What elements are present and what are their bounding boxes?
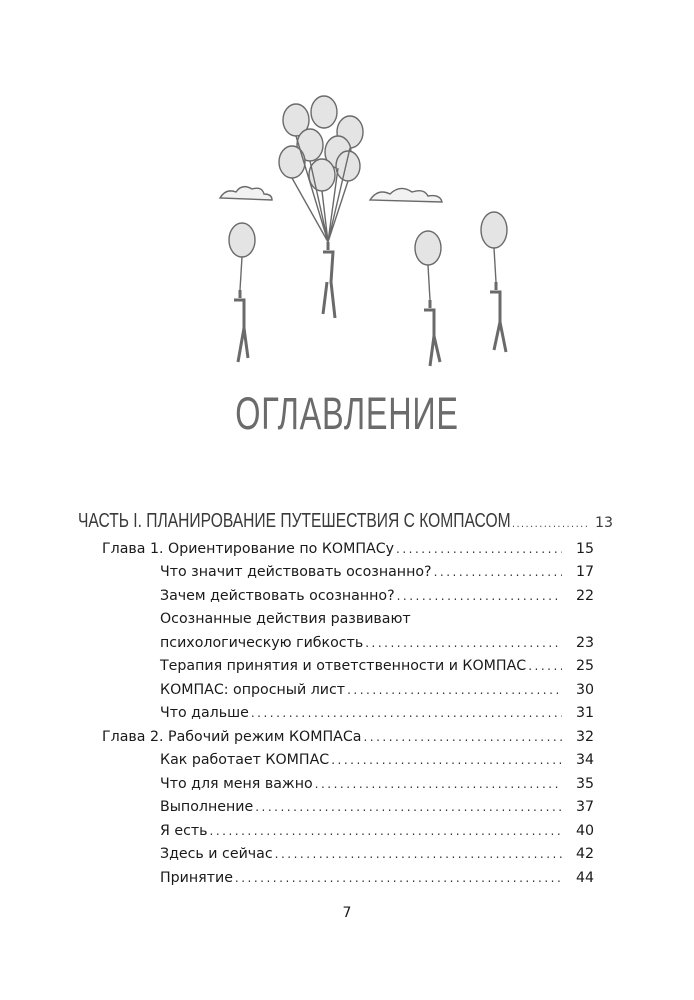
- toc-label: КОМПАС: опросный лист: [160, 681, 346, 698]
- toc-page: 37: [575, 799, 594, 815]
- toc-leader: [331, 749, 562, 773]
- toc-leader: [434, 561, 562, 585]
- toc-row[interactable]: [78, 867, 594, 891]
- toc-page: 44: [575, 869, 594, 886]
- toc-leader: [512, 512, 588, 536]
- toc-label: Что значит действовать осознанно?: [160, 564, 432, 580]
- table-of-contents: [78, 510, 614, 890]
- balloons-illustration: [200, 90, 530, 370]
- toc-label: Что дальше: [160, 705, 249, 721]
- toc-row[interactable]: [78, 820, 594, 844]
- cloud-left: [220, 187, 272, 200]
- toc-leader: [251, 702, 562, 726]
- toc-page: 31: [575, 705, 594, 721]
- toc-row[interactable]: [78, 585, 594, 609]
- toc-label: Что для меня важно: [160, 775, 313, 792]
- balloon-left: [229, 223, 255, 257]
- toc-label: Осознанные действия развивают: [160, 611, 411, 627]
- toc-leader: [235, 867, 562, 891]
- toc-leader: [275, 843, 562, 867]
- toc-part-page: 13: [595, 515, 614, 531]
- page-number: 7: [342, 905, 352, 921]
- toc-row[interactable]: [78, 843, 594, 867]
- toc-part[interactable]: [78, 510, 614, 536]
- toc-row[interactable]: [78, 796, 594, 820]
- person-left: [234, 290, 248, 362]
- toc-label: Выполнение: [160, 799, 254, 815]
- toc-page: 35: [575, 775, 594, 792]
- toc-label: Глава 1. Ориентирование по КОМПАСу: [102, 540, 395, 557]
- toc-row[interactable]: [78, 632, 594, 656]
- toc-page: 40: [575, 822, 594, 839]
- balloon-cluster: [279, 96, 363, 191]
- toc-page: 42: [575, 846, 594, 862]
- toc-row[interactable]: [78, 608, 594, 632]
- toc-page: 15: [575, 540, 594, 557]
- balloon-right-2: [481, 212, 507, 248]
- person-center: [323, 242, 335, 318]
- toc-row[interactable]: [78, 679, 594, 703]
- toc-label: Зачем действовать осознанно?: [160, 587, 395, 604]
- toc-row[interactable]: [78, 749, 594, 773]
- toc-label: Я есть: [160, 822, 208, 839]
- toc-leader: [528, 655, 562, 679]
- toc-page: 30: [575, 681, 594, 698]
- toc-row[interactable]: [78, 773, 594, 797]
- person-right-1: [424, 300, 440, 366]
- toc-leader: [397, 585, 562, 609]
- toc-row[interactable]: [78, 538, 594, 562]
- balloon-right-1: [415, 231, 441, 265]
- toc-page: 34: [575, 752, 594, 768]
- toc-leader: [347, 679, 562, 703]
- toc-page: 32: [575, 728, 594, 745]
- person-right-2: [490, 282, 506, 352]
- toc-row[interactable]: [78, 655, 594, 679]
- toc-label: Глава 2. Рабочий режим КОМПАСа: [102, 728, 362, 745]
- page-title: ОГЛАВЛЕНИЕ: [235, 388, 459, 439]
- toc-label: Терапия принятия и ответственности и КОМПАС: [160, 658, 527, 674]
- toc-row[interactable]: [78, 702, 594, 726]
- toc-leader: [315, 773, 562, 797]
- toc-page: 17: [575, 564, 594, 580]
- toc-leader: [396, 538, 562, 562]
- cloud-right: [370, 188, 442, 202]
- toc-leader: [255, 796, 562, 820]
- toc-part-label: ЧАСТЬ I. ПЛАНИРОВАНИЕ ПУТЕШЕСТВИЯ С КОМПАСОМ: [78, 510, 511, 532]
- toc-page: 22: [575, 587, 594, 604]
- toc-row[interactable]: [78, 726, 594, 750]
- toc-label: Как работает КОМПАС: [160, 752, 330, 768]
- toc-label: психологическую гибкость: [160, 634, 364, 651]
- toc-leader: [363, 726, 562, 750]
- toc-row[interactable]: [78, 561, 594, 585]
- toc-page: 23: [575, 634, 594, 651]
- toc-leader: [210, 820, 562, 844]
- toc-page: 25: [575, 658, 594, 674]
- toc-label: Здесь и сейчас: [160, 846, 273, 862]
- toc-label: Принятие: [160, 869, 233, 886]
- toc-leader: [365, 632, 562, 656]
